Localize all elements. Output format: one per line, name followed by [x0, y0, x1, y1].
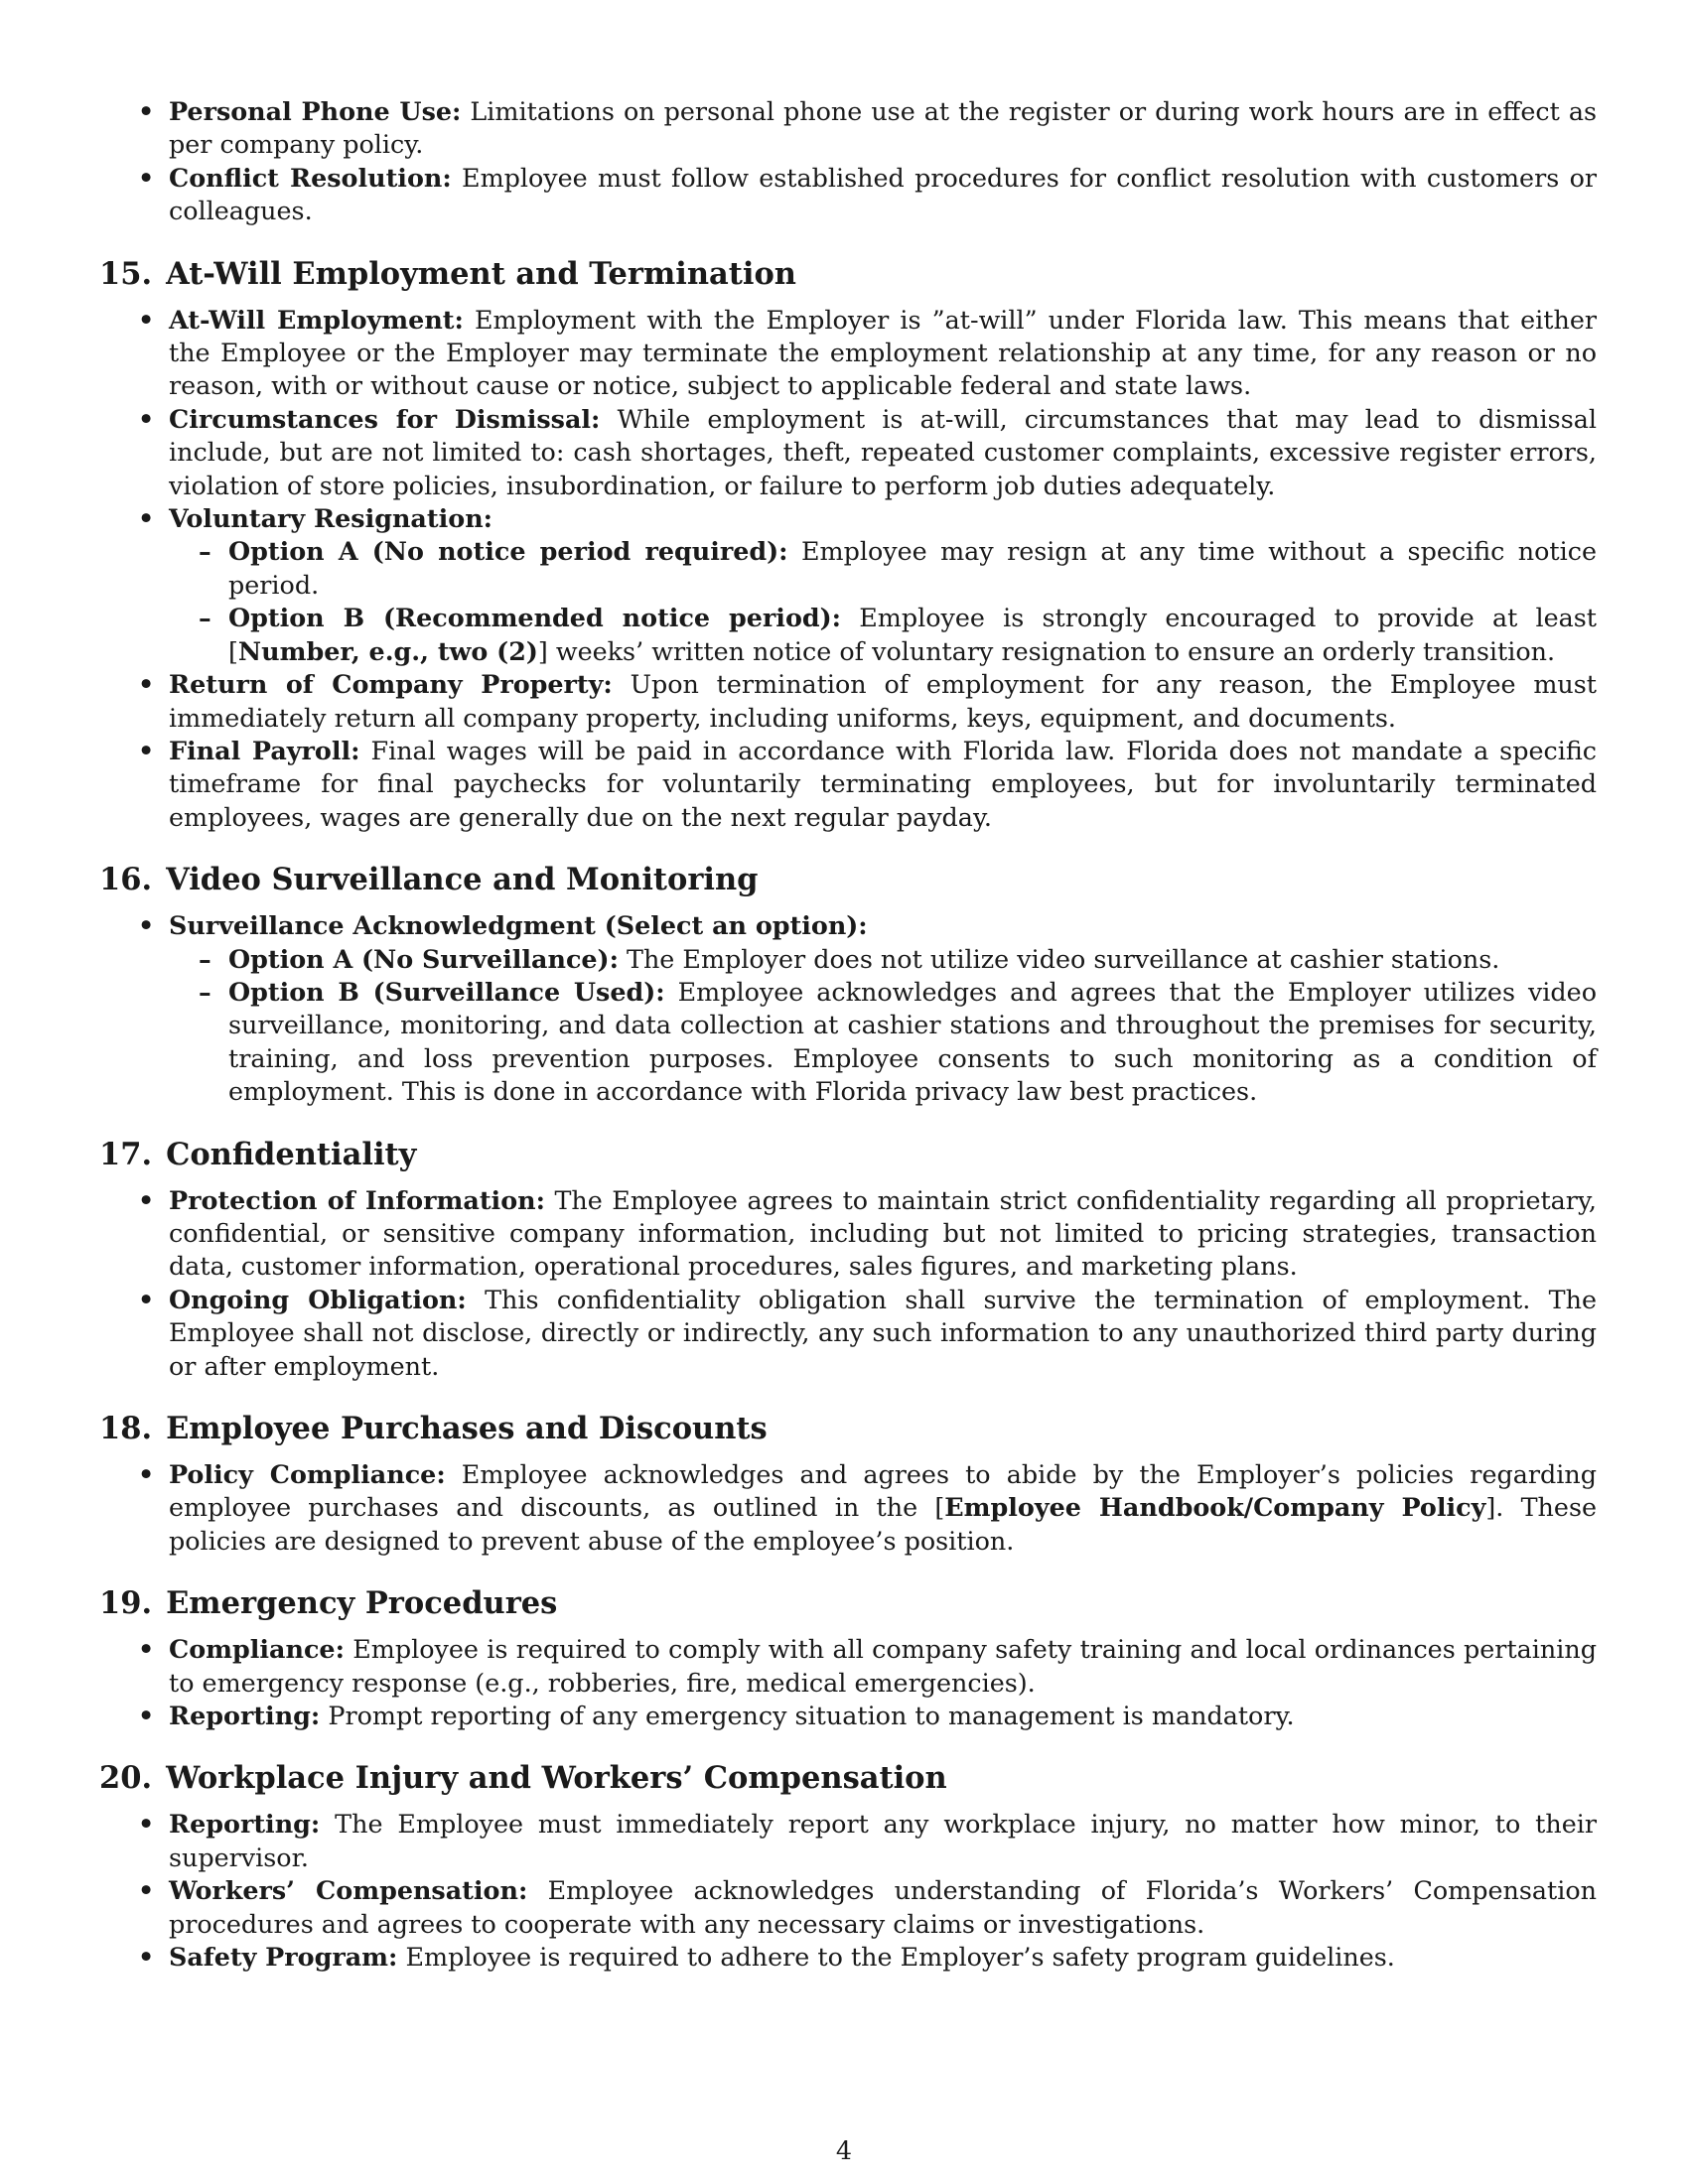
item-text: Employment with the Employer is ”at-will” under Florida law. This means that either the Employee or the Employer may terminate the employment relationship at any time, for any reason or no reason, with or without cause or notice, subject to applicable federal and state laws. [169, 304, 1597, 401]
option-label: Option B (Surveillance Used): [228, 976, 665, 1007]
dash-icon: – [199, 943, 211, 974]
item-label: Return of Company Property: [169, 669, 613, 700]
item-label: Surveillance Acknowledgment (Select an option): [169, 910, 868, 941]
item-text: Employee acknowledges and agrees to abide by the Employer’s policies regarding employee purchases and discounts, as outlined in the [ [169, 1459, 1597, 1523]
item-text: Employee must follow established procedures for conflict resolution with customers or colleagues. [169, 162, 1597, 226]
bullet-icon: • [138, 96, 155, 126]
sub-list-item [169, 602, 1597, 668]
list-item [99, 403, 1597, 502]
item-placeholder: Employee Handbook/Company Policy [944, 1492, 1486, 1523]
item-label: Compliance: [169, 1634, 345, 1665]
option-text: Employee acknowledges and agrees that the Employer utilizes video surveillance, monitoring, and data collection at cashier stations and throughout the premises for security, training, and loss prevention purposes. Employee consents to such monitoring as a condition of employment. This is done in accordance with Florida privacy law best practices. [228, 976, 1597, 1107]
section-18 [99, 1409, 1597, 1558]
item-label: Policy Compliance: [169, 1459, 446, 1489]
document-page [99, 95, 1597, 1974]
section-list [99, 1184, 1597, 1383]
page-number: 4 [835, 2135, 853, 2165]
list-item [99, 1874, 1597, 1941]
item-label: Reporting: [169, 1809, 321, 1840]
item-text: Employee is required to comply with all company safety training and local ordinances pertaining to emergency response (e.g., robberies, fire, medical emergencies). [169, 1634, 1597, 1698]
list-item [99, 1458, 1597, 1558]
section-15 [99, 254, 1597, 835]
section-title: Video Surveillance and Monitoring [166, 862, 759, 898]
section-list [99, 1458, 1597, 1558]
section-title: Employee Purchases and Discounts [166, 1411, 768, 1446]
item-label: Reporting: [169, 1701, 321, 1731]
section-number: 17. [99, 1136, 153, 1172]
bullet-icon: • [138, 1459, 155, 1489]
item-label: Voluntary Resignation: [169, 503, 493, 534]
bullet-icon: • [138, 403, 155, 434]
dash-icon: – [199, 536, 211, 567]
item-text: The Employee agrees to maintain strict confidentiality regarding all proprietary, confidential, or sensitive company information, including but not limited to pricing strategies, transaction data, customer information, operational procedures, sales figures, and marketing plans. [169, 1184, 1597, 1282]
item-label: Ongoing Obligation: [169, 1284, 467, 1314]
section-heading [99, 1135, 1597, 1174]
item-text: Employee acknowledges understanding of Florida’s Workers’ Compensation procedures and agrees to cooperate with any necessary claims or investigations. [169, 1875, 1597, 1939]
bullet-icon: • [138, 1809, 155, 1840]
item-label: Circumstances for Dismissal: [169, 403, 601, 434]
bullet-icon: • [138, 1701, 155, 1731]
item-text: ]. These policies are designed to prevent abuse of the employee’s position. [169, 1492, 1597, 1556]
item-text: Prompt reporting of any emergency situation to management is mandatory. [320, 1701, 1295, 1731]
section-number: 18. [99, 1411, 153, 1446]
list-item [99, 1284, 1597, 1383]
section-title: At-Will Employment and Termination [166, 255, 796, 292]
item-label: Personal Phone Use: [169, 96, 462, 126]
option-text: ] weeks’ written notice of voluntary resignation to ensure an orderly transition. [537, 635, 1556, 666]
option-label: Option A (No notice period required): [228, 536, 788, 567]
bullet-icon: • [138, 1284, 155, 1314]
list-item [99, 502, 1597, 668]
dash-icon: – [199, 976, 211, 1007]
item-label: Conflict Resolution: [169, 162, 452, 193]
list-item [99, 162, 1597, 228]
surveillance-options [169, 943, 1597, 1109]
dash-icon: – [199, 603, 211, 633]
bullet-icon: • [138, 1184, 155, 1215]
bullet-icon: • [138, 1634, 155, 1665]
section-list [99, 1633, 1597, 1732]
section-list [99, 1808, 1597, 1974]
sub-list-item [169, 943, 1597, 976]
item-text: While employment is at-will, circumstances that may lead to dismissal include, but are not limited to: cash shortages, theft, repeated customer complaints, excessive register errors, violation of store policies, insubordination, or failure to perform job duties adequately. [169, 403, 1597, 500]
resignation-options [169, 535, 1597, 668]
section-title: Emergency Procedures [166, 1585, 558, 1622]
sub-list-item [169, 535, 1597, 602]
list-item [99, 909, 1597, 1108]
list-item [99, 1941, 1597, 1974]
item-text: This confidentiality obligation shall survive the termination of employment. The Employee shall not disclose, directly or indirectly, any such information to any unauthorized third party during or after employment. [169, 1284, 1597, 1381]
section-list [99, 304, 1597, 835]
bullet-icon: • [138, 669, 155, 700]
section-heading [99, 1583, 1597, 1623]
item-label: At-Will Employment: [169, 304, 464, 335]
item-label: Final Payroll: [169, 735, 360, 765]
section-number: 15. [99, 255, 153, 292]
bullet-icon: • [138, 503, 155, 534]
sub-list-item [169, 976, 1597, 1109]
section-19 [99, 1583, 1597, 1732]
item-text: Employee is required to adhere to the Employer’s safety program guidelines. [397, 1942, 1395, 1973]
list-item [99, 668, 1597, 735]
list-item [99, 1184, 1597, 1284]
bullet-icon: • [138, 1875, 155, 1906]
bullet-icon: • [138, 162, 155, 193]
list-item [99, 735, 1597, 834]
list-item [99, 1633, 1597, 1700]
item-text: The Employee must immediately report any workplace injury, no matter how minor, to their supervisor. [169, 1809, 1597, 1872]
section-title: Confidentiality [166, 1136, 417, 1172]
option-text: Employee may resign at any time without a specific notice period. [228, 536, 1597, 600]
item-label: Workers’ Compensation: [169, 1875, 528, 1906]
item-text: Final wages will be paid in accordance with Florida law. Florida does not mandate a specific timeframe for final paychecks for voluntarily terminating employees, but for involuntarily terminated employees, wages are generally due on the next regular payday. [169, 735, 1597, 832]
item-label: Safety Program: [169, 1942, 398, 1973]
section-17 [99, 1135, 1597, 1383]
section-16 [99, 860, 1597, 1108]
section-heading [99, 1758, 1597, 1798]
section-title: Workplace Injury and Workers’ Compensation [166, 1760, 947, 1797]
item-label: Protection of Information: [169, 1184, 545, 1215]
option-text: The Employer does not utilize video surveillance at cashier stations. [618, 943, 1500, 974]
section-number: 16. [99, 862, 153, 898]
section-list [99, 909, 1597, 1108]
bullet-icon: • [138, 910, 155, 941]
option-label: Option A (No Surveillance): [228, 943, 619, 974]
bullet-icon: • [138, 304, 155, 335]
list-item [99, 1808, 1597, 1874]
intro-list [99, 95, 1597, 228]
section-heading [99, 860, 1597, 899]
option-placeholder: Number, e.g., two (2) [237, 635, 538, 666]
section-number: 19. [99, 1585, 153, 1622]
list-item [99, 304, 1597, 403]
bullet-icon: • [138, 1942, 155, 1973]
option-label: Option B (Recommended notice period): [228, 603, 842, 633]
list-item [99, 1700, 1597, 1732]
bullet-icon: • [138, 735, 155, 765]
item-text: Limitations on personal phone use at the register or during work hours are in effect as per company policy. [169, 96, 1597, 160]
item-text: Upon termination of employment for any reason, the Employee must immediately return all company property, including uniforms, keys, equipment, and documents. [169, 669, 1597, 733]
section-heading [99, 1409, 1597, 1448]
option-text: Employee is strongly encouraged to provide at least [ [228, 603, 1597, 666]
section-number: 20. [99, 1760, 153, 1797]
section-heading [99, 254, 1597, 294]
list-item [99, 95, 1597, 162]
section-20 [99, 1758, 1597, 1974]
